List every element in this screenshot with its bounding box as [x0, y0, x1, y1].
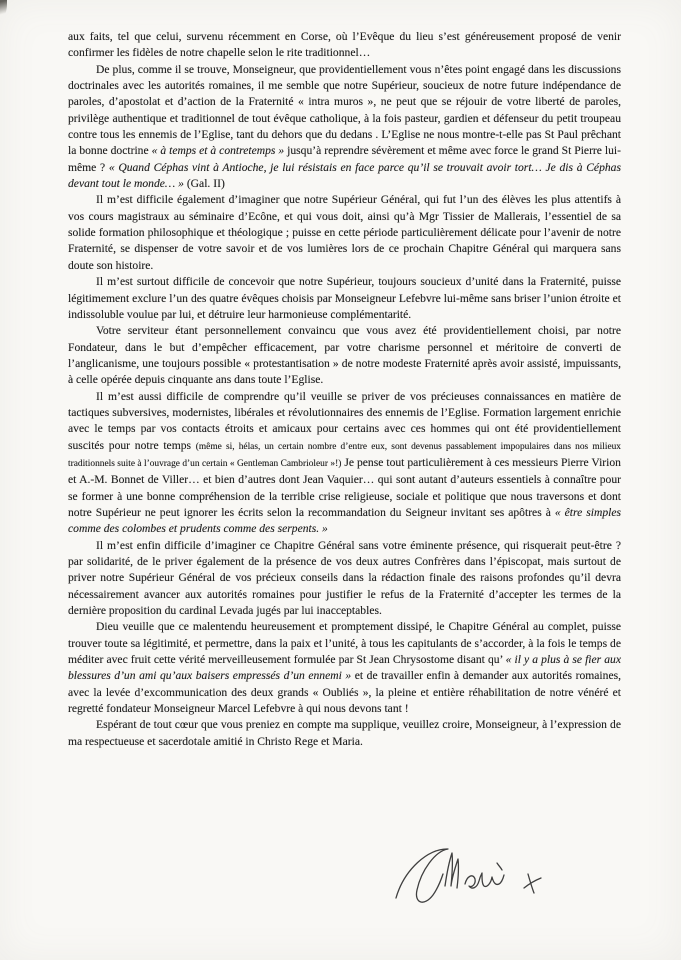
text-run: « Quand Céphas vint à Antioche, je lui résistais en face parce qu’il se trouvait avoir tort… Je dis à Céphas devant tout le monde… » [68, 160, 621, 191]
text-run: Votre serviteur étant personnellement convaincu que vous avez été providentiellement choisi, par notre Fondateur, dans le but d’empêcher efficacement, par votre charisme personnel et méritoire de converti de l’anglicanisme, une toujours possible « protestantisation » de notre modeste Fraternité après avoir assisté, impuissants, à celle opérée depuis cinquante ans dans toute l’Eglise. [68, 324, 621, 387]
text-run: (Gal. II) [183, 177, 225, 191]
signature [388, 836, 588, 920]
text-run: « il y a plus à se fier aux blessures d’un ami qu’aux baisers empressés d’un ennemi » [68, 653, 621, 683]
text-run: Je pense tout particulièrement à ces messieurs Pierre Virion et A.-M. Bonnet de Viller… et bien d’autres dont Jean Vaquier… qui sont autant d’auteurs essentiels à connaître pour se former à une bonne compréhension de la terrible crise religieuse, sociale et politique que nous traversons et dont notre Supérieur ne peut ignorer les écrits selon la recommandation du Seigneur invitant ses apôtres à [68, 455, 621, 519]
text-run: (même si, hélas, un certain nombre d’entre eux, sont devenus passablement impopulaires dans nos milieux traditionnels suite à l’ouvrage d’un certain « Gentleman Cambrioleur »!) [68, 441, 621, 469]
text-run: aux faits, tel que celui, survenu récemment en Corse, où l’Evêque du lieu s’est généreusement proposé de venir confirmer les fidèles de notre chapelle selon le rite traditionnel… [68, 30, 621, 60]
text-run: Espérant de tout cœur que vous preniez en compte ma supplique, veuillez croire, Monseigneur, à l’expression de ma respectueuse et sacerdotale amitié in Christo Rege et Maria. [68, 718, 621, 748]
text-run: jusqu’à reprendre sévèrement et même avec force le grand St Pierre lui-même ? [68, 144, 621, 174]
paragraph [68, 323, 621, 388]
letter-body [68, 29, 621, 750]
text-run: « à temps et à contretemps » [151, 144, 285, 158]
paragraph [68, 29, 621, 62]
text-run: De plus, comme il se trouve, Monseigneur, que providentiellement vous n’êtes point engagé dans les discussions doctrinales avec les autorités romaines, il me semble que notre Supérieur, soucieux de notre future indépendance de paroles, d’apostolat et d’action de la Fraternité « intra muros », ne peut que se réjouir de votre liberté de paroles, privilège authentique et traditionnel de tout évêque catholique, à la fois pasteur, gardien et défenseur du petit troupeau contre tous les ennemis de l’Eglise, tant du dehors que du dedans . L’Eglise ne nous montre-t-elle pas St Paul prêchant la bonne doctrine [68, 62, 621, 158]
text-run: Il m’est difficile également d’imaginer que notre Supérieur Général, qui fut l’un des élèves les plus attentifs à vos cours magistraux au séminaire d’Ecône, et qui vous doit, ainsi qu’à Mgr Tissier de Mallerais, l’essentiel de sa solide formation philosophique et théologique ; puisse en cette période particulièrement délicate pour l’avenir de notre Fraternité, se dispenser de votre savoir et de vos lumières lors de ce prochain Chapitre Général qui marquera sans doute son histoire. [68, 193, 621, 272]
text-run: « être simples comme des colombes et prudents comme des serpents. » [68, 505, 621, 536]
paragraph [68, 619, 621, 717]
paragraph [68, 389, 621, 538]
text-run: Il m’est surtout difficile de concevoir que notre Supérieur, toujours soucieux d’unité dans la Fraternité, puisse légitimement exclure l’un des quatre évêques choisis par Monseigneur Lefebvre lui-même sans briser l’union étroite et indissoluble voulue par lui, et détruire leur harmonieuse complémentarité. [68, 275, 621, 321]
paragraph [68, 274, 621, 323]
scan-edge-artifact [0, 0, 7, 18]
text-run: et de travailler enfin à demander aux autorités romaines, avec la levée d’excommunication des deux grands « Oubliés », la pleine et entière réhabilitation de notre vénéré et regretté fondateur Monseigneur Marcel Lefebvre à qui nous devons tant ! [68, 669, 621, 716]
paragraph [68, 62, 621, 193]
paragraph [68, 192, 621, 274]
text-run: Il m’est aussi difficile de comprendre qu’il veuille se priver de vos précieuses connaissances en matière de tactiques subversives, modernistes, libérales et révolutionnaires des ennemis de l’Eglise. Formation largement enrichie avec le temps par vos contacts étroits et amicaux pour certains avec ces hommes qui ont été providentiellement suscités pour notre temps [68, 389, 621, 452]
paragraph [68, 717, 621, 750]
signature-scribble-icon [388, 836, 588, 920]
paragraph [68, 538, 621, 620]
text-run: Dieu veuille que ce malentendu heureusement et promptement dissipé, le Chapitre Général au complet, puisse trouver toute sa légitimité, et permettre, dans la paix et l’unité, à tous les capitulants de s’accorder, à la fois le temps de méditer avec fruit cette vérité merveilleusement formulée par St Jean Chrysostome disant qu’ [68, 620, 621, 667]
text-run: Il m’est enfin difficile d’imaginer ce Chapitre Général sans votre éminente présence, qui risquerait peut-être ? par solidarité, de le priver également de la présence de vos deux autres Confrères dans l’épiscopat, mais surtout de priver notre Supérieur Général de vos précieux conseils dans la rédaction finale des raisons profondes qu’il devra nécessairement avancer aux autorités romaines pour justifier le refus de la Fraternité d’accepter les termes de la dernière proposition du cardinal Levada jugés par lui inacceptables. [68, 538, 621, 618]
